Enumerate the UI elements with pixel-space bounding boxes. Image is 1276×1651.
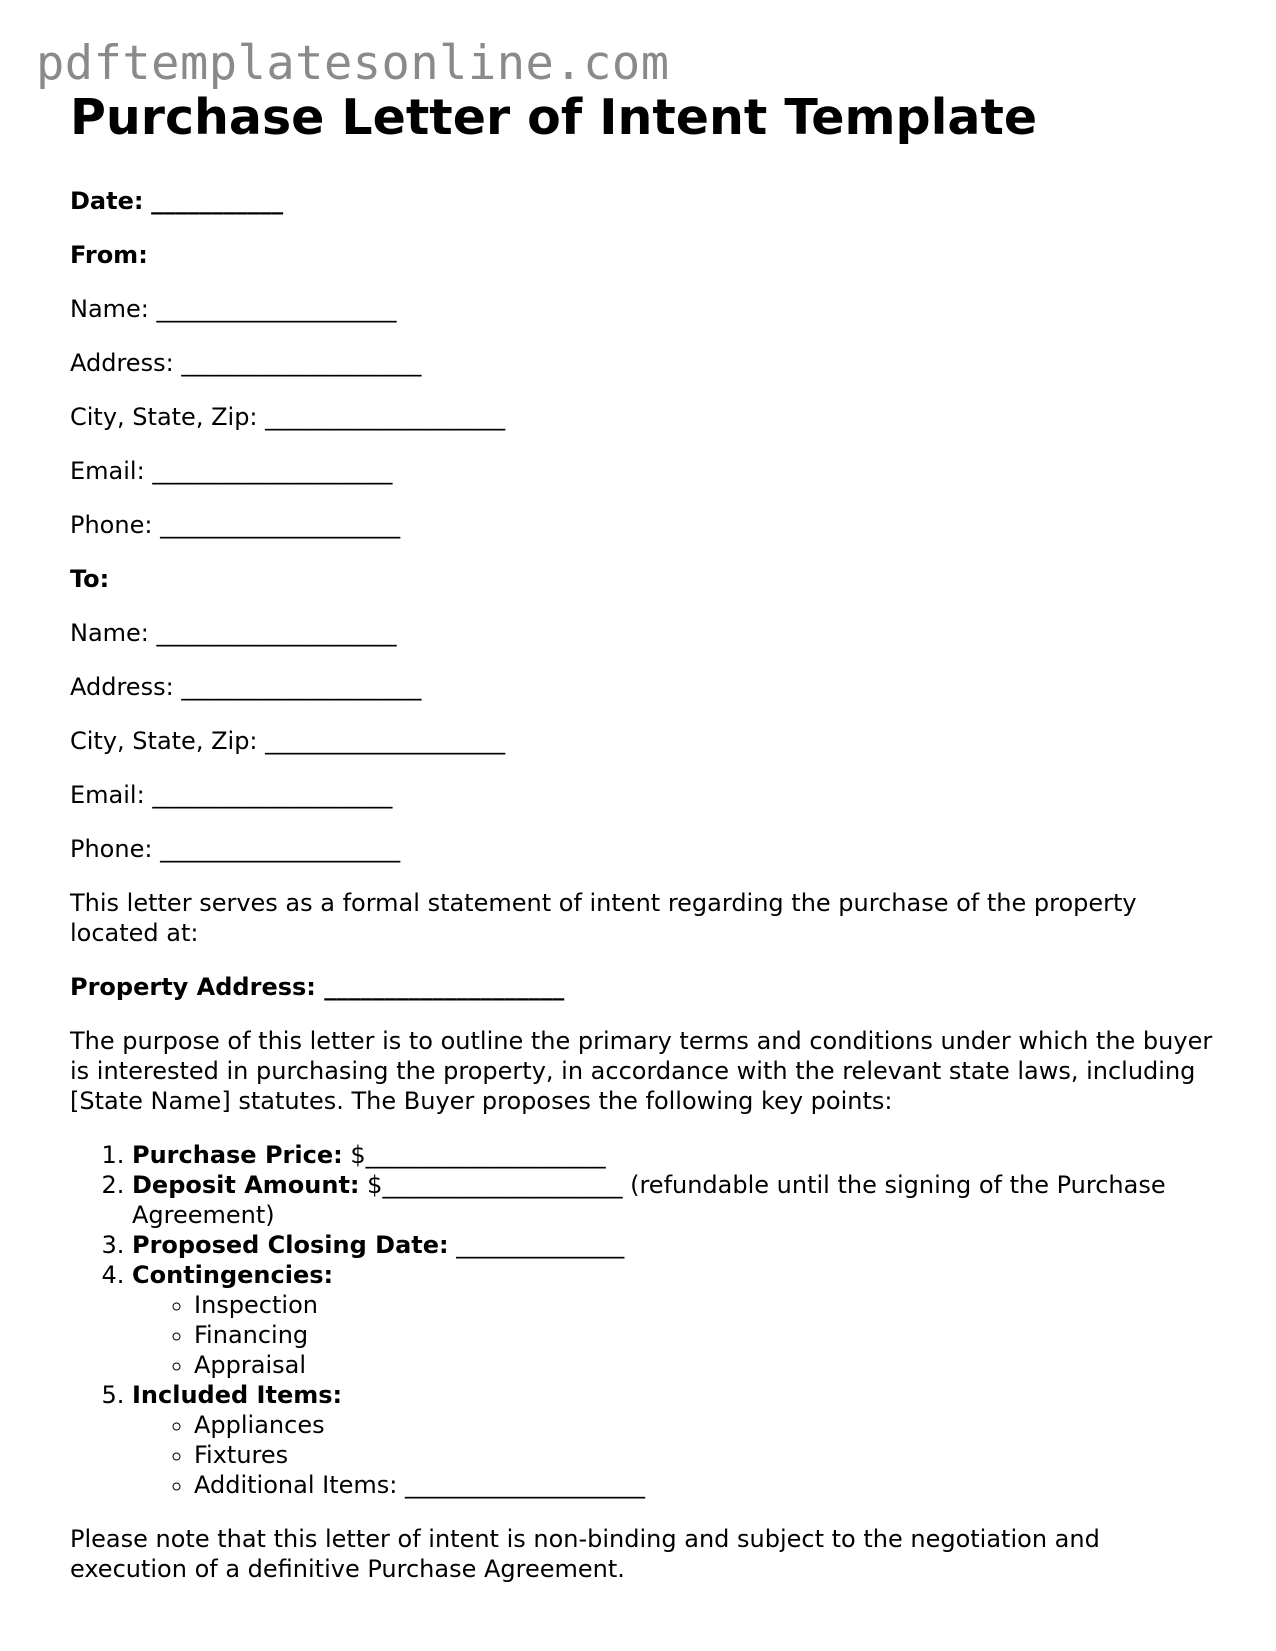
from-phone-label: Phone: [70, 511, 153, 539]
list-item: ◦ Fixtures [194, 1440, 1220, 1470]
to-email-line [70, 780, 1220, 810]
term-closing-date [132, 1230, 1220, 1260]
from-phone-line [70, 510, 1220, 540]
purchase-price-label: Purchase Price: [132, 1141, 343, 1169]
to-city-line [70, 726, 1220, 756]
term-purchase-price [132, 1140, 1220, 1170]
closing-date-label: Proposed Closing Date: [132, 1231, 449, 1259]
from-email-label: Email: [70, 457, 145, 485]
from-address-line [70, 348, 1220, 378]
deposit-amount-label: Deposit Amount: [132, 1171, 360, 1199]
term-included-items [132, 1380, 1220, 1500]
list-item: ◦ Financing [194, 1320, 1220, 1350]
to-heading: To: [70, 565, 110, 593]
from-email-line [70, 456, 1220, 486]
to-name-blank[interactable]: ____________________ [156, 619, 397, 647]
additional-items-blank[interactable]: ____________________ [404, 1471, 645, 1499]
to-name-label: Name: [70, 619, 149, 647]
to-city-blank[interactable]: ____________________ [265, 727, 506, 755]
to-email-label: Email: [70, 781, 145, 809]
to-phone-line [70, 834, 1220, 864]
from-city-blank[interactable]: ____________________ [265, 403, 506, 431]
closing-date-blank[interactable]: ______________ [456, 1231, 625, 1259]
intro-paragraph: This letter serves as a formal statement of intent regarding the purchase of the property located at: [70, 889, 1137, 947]
property-line [70, 972, 1220, 1002]
to-address-label: Address: [70, 673, 174, 701]
page-title: Purchase Letter of Intent Template [70, 89, 1038, 146]
purchase-price-blank[interactable]: $____________________ [350, 1141, 606, 1169]
list-item: ◦ Appliances [194, 1410, 1220, 1440]
from-email-blank[interactable]: ____________________ [152, 457, 393, 485]
contingencies-list [132, 1290, 1220, 1380]
from-city-label: City, State, Zip: [70, 403, 258, 431]
to-name-line [70, 618, 1220, 648]
purpose-paragraph: The purpose of this letter is to outline the primary terms and conditions under which the buyer is interested in purchasing the property, in accordance with the relevant state laws, including [State Name] statutes. The Buyer proposes the following key points: [70, 1027, 1213, 1115]
from-name-label: Name: [70, 295, 149, 323]
term-deposit-amount [132, 1170, 1220, 1230]
contingencies-label: Contingencies: [132, 1261, 334, 1289]
from-name-blank[interactable]: ____________________ [156, 295, 397, 323]
from-name-line [70, 294, 1220, 324]
term-contingencies [132, 1260, 1220, 1380]
to-address-blank[interactable]: ____________________ [181, 673, 422, 701]
to-phone-blank[interactable]: ____________________ [160, 835, 401, 863]
letter-page [70, 88, 1220, 1608]
list-item: ◦ Appraisal [194, 1350, 1220, 1380]
closing-note: Please note that this letter of intent is non-binding and subject to the negotiation and execution of a definitive Purchase Agreement. [70, 1525, 1100, 1583]
from-address-blank[interactable]: ____________________ [181, 349, 422, 377]
watermark: pdftemplatesonline.com [36, 36, 670, 91]
list-item [194, 1470, 1220, 1500]
deposit-note: (refundable until the signing of the Purchase Agreement) [132, 1171, 1166, 1229]
from-city-line [70, 402, 1220, 432]
additional-items-label: Additional Items: [194, 1471, 398, 1499]
date-label: Date: [70, 187, 144, 215]
included-items-label: Included Items: [132, 1381, 343, 1409]
included-items-list [132, 1410, 1220, 1500]
to-city-label: City, State, Zip: [70, 727, 258, 755]
date-line [70, 186, 1220, 216]
date-blank[interactable]: ___________ [151, 187, 284, 215]
from-heading: From: [70, 241, 148, 269]
property-label: Property Address: [70, 973, 316, 1001]
to-phone-label: Phone: [70, 835, 153, 863]
to-address-line [70, 672, 1220, 702]
to-email-blank[interactable]: ____________________ [152, 781, 393, 809]
list-item: ◦ Inspection [194, 1290, 1220, 1320]
from-phone-blank[interactable]: ____________________ [160, 511, 401, 539]
terms-list [70, 1140, 1220, 1500]
deposit-amount-blank[interactable]: $____________________ [367, 1171, 623, 1199]
property-blank[interactable]: ____________________ [324, 973, 565, 1001]
from-address-label: Address: [70, 349, 174, 377]
